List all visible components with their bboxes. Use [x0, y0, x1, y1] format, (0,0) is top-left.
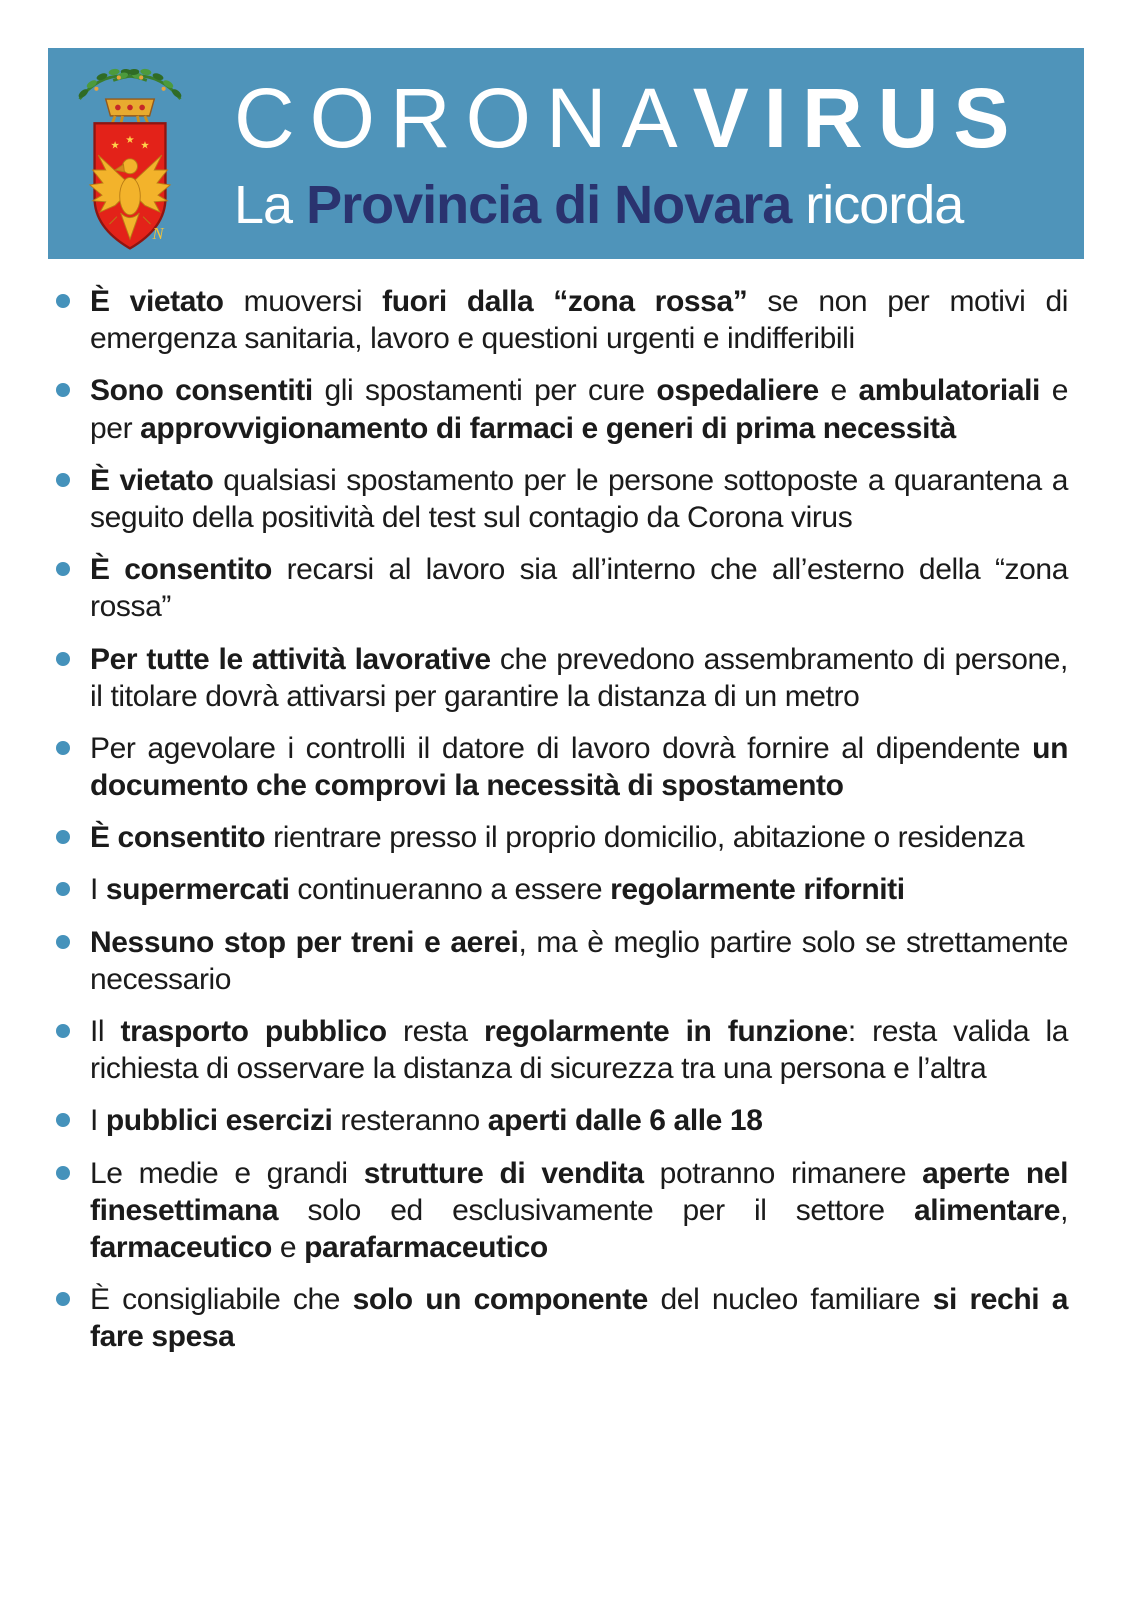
rule-text: È vietato muoversi fuori dalla “zona rossa” se non per motivi di emergenza sanitaria, lavoro e questioni urgenti e indifferibili: [90, 285, 1068, 356]
rules-list: [56, 283, 1068, 1371]
list-item: [56, 1013, 1068, 1087]
rule-text: Il trasporto pubblico resta regolarmente in funzione: resta valida la richiesta di osservare la distanza di sicurezza tra una persona e l’altra: [90, 1015, 1068, 1086]
bullet-icon: [56, 935, 70, 949]
list-item: [56, 372, 1068, 446]
rule-text: Per agevolare i controlli il datore di lavoro dovrà fornire al dipendente un documento che comprovi la necessità di spostamento: [90, 731, 1068, 803]
provincia-novara-coat-of-arms-icon: [72, 58, 188, 254]
list-item: [56, 551, 1068, 625]
list-item: [56, 1281, 1068, 1355]
subtitle-suffix: ricorda: [791, 174, 964, 232]
svg-text:★: ★: [140, 140, 150, 152]
svg-text:★: ★: [110, 140, 120, 152]
bullet-icon: [56, 1113, 70, 1127]
rule-text: È vietato qualsiasi spostamento per le persone sottoposte a quarantena a seguito della positività del test sul contagio da Corona virus: [90, 463, 1068, 534]
bullet-icon: [56, 294, 70, 308]
list-item: [56, 283, 1068, 357]
rule-text: Sono consentiti gli spostamenti per cure ospedaliere e ambulatoriali e per approvvigionamento di farmaci e generi di prima necessità: [90, 374, 1068, 445]
subtitle-provincia: Provincia di Novara: [306, 174, 792, 232]
rule-text: È consentito rientrare presso il proprio domicilio, abitazione o residenza: [90, 821, 1025, 855]
poster-title: [234, 75, 1084, 165]
bullet-icon: [56, 1024, 70, 1038]
subtitle-prefix: La: [234, 174, 307, 232]
bullet-icon: [56, 383, 70, 397]
bullet-icon: [56, 882, 70, 896]
list-item: [56, 641, 1068, 715]
bullet-icon: [56, 830, 70, 844]
poster-subtitle: [234, 174, 1084, 232]
title-corona: CORONA: [234, 75, 693, 165]
list-item: [56, 1155, 1068, 1267]
list-item: [56, 462, 1068, 536]
rule-text: Le medie e grandi strutture di vendita potranno rimanere aperte nel finesettimana solo ed esclusivamente per il settore alimentare, farmaceutico e parafarmaceutico: [90, 1156, 1069, 1264]
bullet-icon: [56, 652, 70, 666]
title-virus: VIRUS: [692, 75, 1025, 165]
bullet-icon: [56, 741, 70, 755]
banner-text-block: [234, 76, 1084, 232]
bullet-icon: [56, 562, 70, 576]
laurel-branches-icon: [77, 68, 183, 99]
svg-text:★: ★: [125, 134, 135, 146]
list-item: [56, 871, 1068, 908]
bullet-icon: [56, 1166, 70, 1180]
rule-text: È consentito recarsi al lavoro sia all’interno che all’esterno della “zona rossa”: [90, 553, 1068, 624]
rule-text: È consigliabile che solo un componente del nucleo familiare si rechi a fare spesa: [90, 1283, 1068, 1354]
rule-text: Nessuno stop per treni e aerei, ma è meglio partire solo se strettamente necessario: [90, 925, 1068, 996]
list-item: [56, 1102, 1068, 1139]
header-banner: [48, 48, 1084, 259]
rule-text: I supermercati continueranno a essere regolarmente riforniti: [90, 873, 905, 907]
rule-text: Per tutte le attività lavorative che prevedono assembramento di persone, il titolare dovrà attivarsi per garantire la distanza di un metro: [90, 642, 1068, 713]
shield-icon: [90, 123, 170, 248]
bullet-icon: [56, 473, 70, 487]
svg-text:N: N: [152, 223, 164, 243]
bullet-icon: [56, 1292, 70, 1306]
list-item: [56, 730, 1068, 804]
list-item: [56, 819, 1068, 856]
list-item: [56, 924, 1068, 998]
rule-text: I pubblici esercizi resteranno aperti dalle 6 alle 18: [90, 1104, 763, 1138]
